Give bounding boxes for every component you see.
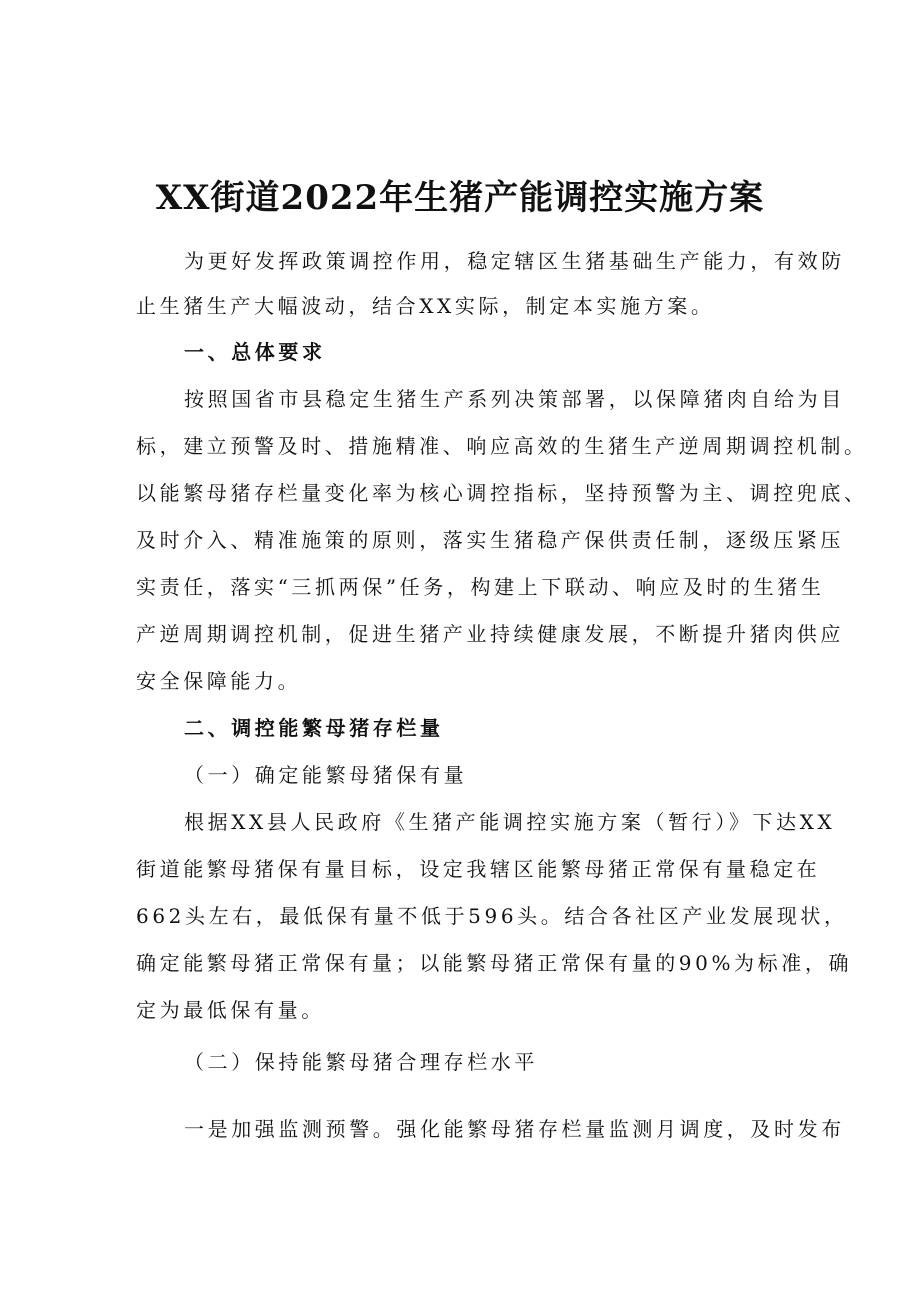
paragraph-line: 安全保障能力。 — [136, 669, 302, 693]
document-title: XX街道2022年生猪产能调控实施方案 — [155, 178, 765, 218]
subsection-heading-retention: （一）确定能繁母猪保有量 — [184, 763, 468, 787]
paragraph-line: 及时介入、精准施策的原则，落实生猪稳产保供责任制，逐级压紧压 — [136, 528, 844, 552]
paragraph-line: 以能繁母猪存栏量变化率为核心调控指标，坚持预警为主、调控兜底、 — [136, 481, 868, 505]
paragraph-line: 实责任，落实“三抓两保”任务，构建上下联动、响应及时的生猪生 — [136, 575, 825, 599]
paragraph-line: 确定能繁母猪正常保有量；以能繁母猪正常保有量的90%为标准，确 — [136, 951, 853, 975]
paragraph-line: 街道能繁母猪保有量目标，设定我辖区能繁母猪正常保有量稳定在 — [136, 857, 821, 881]
paragraph-line: 一是加强监测预警。强化能繁母猪存栏量监测月调度，及时发布 — [184, 1117, 845, 1141]
subsection-heading-stock-level: （二）保持能繁母猪合理存栏水平 — [184, 1050, 538, 1074]
paragraph-line: 按照国省市县稳定生猪生产系列决策部署，以保障猪肉自给为目 — [184, 387, 845, 411]
section-heading-general-requirements: 一、总体要求 — [184, 340, 326, 364]
paragraph-line: 产逆周期调控机制，促进生猪产业持续健康发展，不断提升猪肉供应 — [136, 622, 844, 646]
paragraph-line: 标，建立预警及时、措施精准、响应高效的生猪生产逆周期调控机制。 — [136, 434, 868, 458]
paragraph-line: 662头左右，最低保有量不低于596头。结合各社区产业发展现状， — [136, 904, 848, 928]
paragraph-line: 根据XX县人民政府《生猪产能调控实施方案（暂行）》下达XX — [184, 810, 836, 834]
paragraph-line: 定为最低保有量。 — [136, 998, 325, 1022]
section-heading-sow-inventory: 二、调控能繁母猪存栏量 — [184, 716, 444, 740]
paragraph-line: 为更好发挥政策调控作用，稳定辖区生猪基础生产能力，有效防 — [184, 249, 845, 273]
paragraph-line: 止生猪生产大幅波动，结合XX实际，制定本实施方案。 — [136, 294, 715, 318]
